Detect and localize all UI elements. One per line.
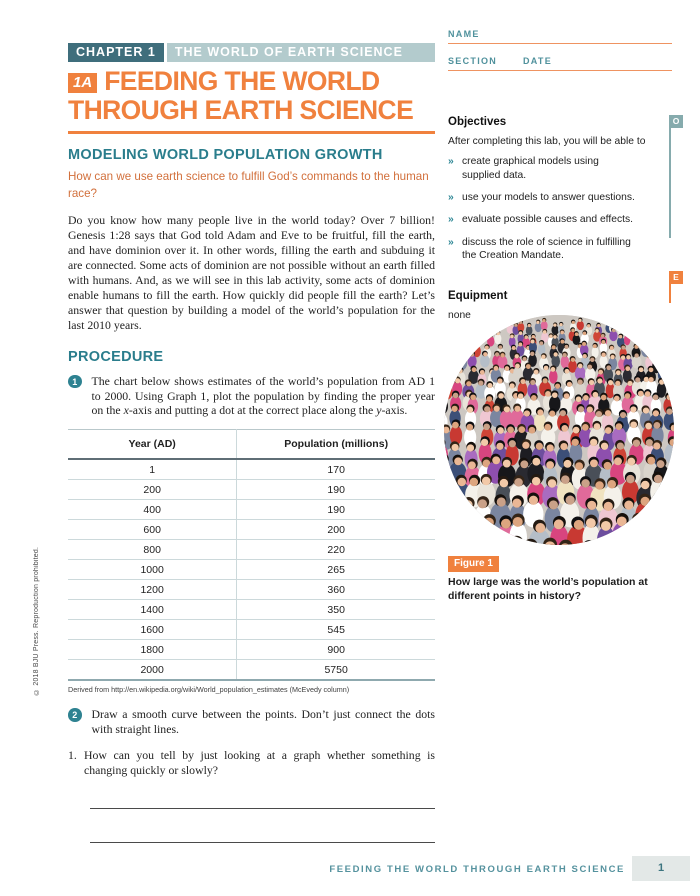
answer-line-1[interactable] xyxy=(90,808,435,809)
chapter-title: THE WORLD OF EARTH SCIENCE xyxy=(167,43,435,62)
objective-text: discuss the role of science in fulfilling the Creation Mandate. xyxy=(462,236,631,262)
table-row: 1800 900 xyxy=(68,640,435,660)
table-row: 600 200 xyxy=(68,520,435,540)
chevron-bullet-icon: » xyxy=(448,156,454,168)
lab-title-line1: FEEDING THE WORLD xyxy=(104,66,380,96)
objectives-heading: Objectives xyxy=(448,116,507,128)
table-row: 800 220 xyxy=(68,540,435,560)
objective-item xyxy=(448,155,664,182)
table-row: 1200 360 xyxy=(68,580,435,600)
objective-text: create graphical models using supplied data. xyxy=(462,156,599,181)
equipment-heading: Equipment xyxy=(448,289,508,302)
date-field-label: DATE xyxy=(523,56,553,66)
column-header-population: Population (millions) xyxy=(237,430,435,460)
figure-1-label: Figure 1 xyxy=(448,556,499,572)
step-number-badge: 2 xyxy=(68,708,82,722)
answer-line-2[interactable] xyxy=(90,842,435,843)
objective-item xyxy=(448,191,664,204)
question-1 xyxy=(68,748,435,778)
chevron-bullet-icon: » xyxy=(448,192,454,204)
lab-code-badge: 1A xyxy=(68,73,97,93)
section-heading-procedure: PROCEDURE xyxy=(68,348,164,365)
figure-1-caption: How large was the world’s population at different points in history? xyxy=(448,576,648,602)
objective-text: evaluate possible causes and effects. xyxy=(462,214,633,226)
chapter-number-badge: CHAPTER 1 xyxy=(68,43,164,62)
objective-item xyxy=(448,236,664,263)
table-row: 200 190 xyxy=(68,480,435,500)
procedure-step-1 xyxy=(68,374,435,419)
objectives-tab-line xyxy=(669,128,671,238)
copyright-notice: © 2018 BJU Press. Reproduction prohibited. xyxy=(33,546,40,695)
crowd-illustration xyxy=(444,315,674,545)
running-footer-title: FEEDING THE WORLD THROUGH EARTH SCIENCE xyxy=(329,864,625,875)
page-number-badge: 1 xyxy=(632,856,690,881)
table-source-note: Derived from http://en.wikipedia.org/wiki/World_population_estimates (McEvedy column) xyxy=(68,685,350,695)
table-row: 1400 350 xyxy=(68,600,435,620)
equipment-tab-line xyxy=(669,284,671,303)
objective-text: use your models to answer questions. xyxy=(462,192,635,204)
intro-paragraph: Do you know how many people live in the world today? Over 7 billion! Genesis 1:28 says that God told Adam and Eve to be fruitful, fill the earth, and have dominion over it. In other words, filling the earth and subduing it are connected. Some acts of dominion are not possible without an earth filled with humans. And, as we will see in this lab activity, some acts of dominion enable humans to fill the earth. How quickly did people fill the earth? Let’s answer that question by building a model of the world’s population for the last 2010 years. xyxy=(68,212,435,332)
table-header-row xyxy=(68,430,435,460)
section-date-input-line[interactable] xyxy=(448,70,672,71)
table-row: 1600 545 xyxy=(68,620,435,640)
objectives-lead: After completing this lab, you will be able to xyxy=(448,135,646,147)
section-heading-modeling: MODELING WORLD POPULATION GROWTH xyxy=(68,147,383,163)
question-number: 1. xyxy=(68,748,77,763)
table-row: 400 190 xyxy=(68,500,435,520)
figure-1-crowd-photo xyxy=(444,315,674,545)
step-number-badge: 1 xyxy=(68,375,82,389)
main-column xyxy=(68,43,435,843)
name-field-label: NAME xyxy=(448,29,480,39)
chevron-bullet-icon: » xyxy=(448,214,454,226)
lab-title-line2: THROUGH EARTH SCIENCE xyxy=(68,95,414,125)
objectives-list xyxy=(448,155,664,262)
chapter-header xyxy=(68,43,435,62)
population-table xyxy=(68,429,435,681)
step-1-text: The chart below shows estimates of the world’s population from AD 1 to 2000. Using Graph 1, plot the population by finding the proper year on the x-axis and putting a dot at the correct place along the y-axis. xyxy=(91,373,435,418)
lab-title xyxy=(68,67,435,124)
objective-item xyxy=(448,213,664,226)
table-row: 2000 5750 xyxy=(68,660,435,681)
question-1-text: How can you tell by just looking at a graph whether something is changing quickly or slowly? xyxy=(84,748,435,778)
procedure-step-2 xyxy=(68,707,435,737)
step-2-text: Draw a smooth curve between the points. Don’t just connect the dots with straight lines. xyxy=(91,707,435,737)
table-row: 1 170 xyxy=(68,459,435,480)
chevron-bullet-icon: » xyxy=(448,236,454,248)
sidebar xyxy=(448,115,664,322)
section-field-label: SECTION xyxy=(448,56,498,66)
table-row: 1000 265 xyxy=(68,560,435,580)
name-input-line[interactable] xyxy=(448,43,672,44)
essential-question: How can we use earth science to fulfill God’s commands to the human race? xyxy=(68,170,429,201)
equipment-text: none xyxy=(448,309,471,321)
objectives-tab-badge: O xyxy=(669,115,683,128)
title-divider xyxy=(68,131,435,134)
equipment-tab-badge: E xyxy=(669,271,683,284)
column-header-year: Year (AD) xyxy=(68,430,237,460)
